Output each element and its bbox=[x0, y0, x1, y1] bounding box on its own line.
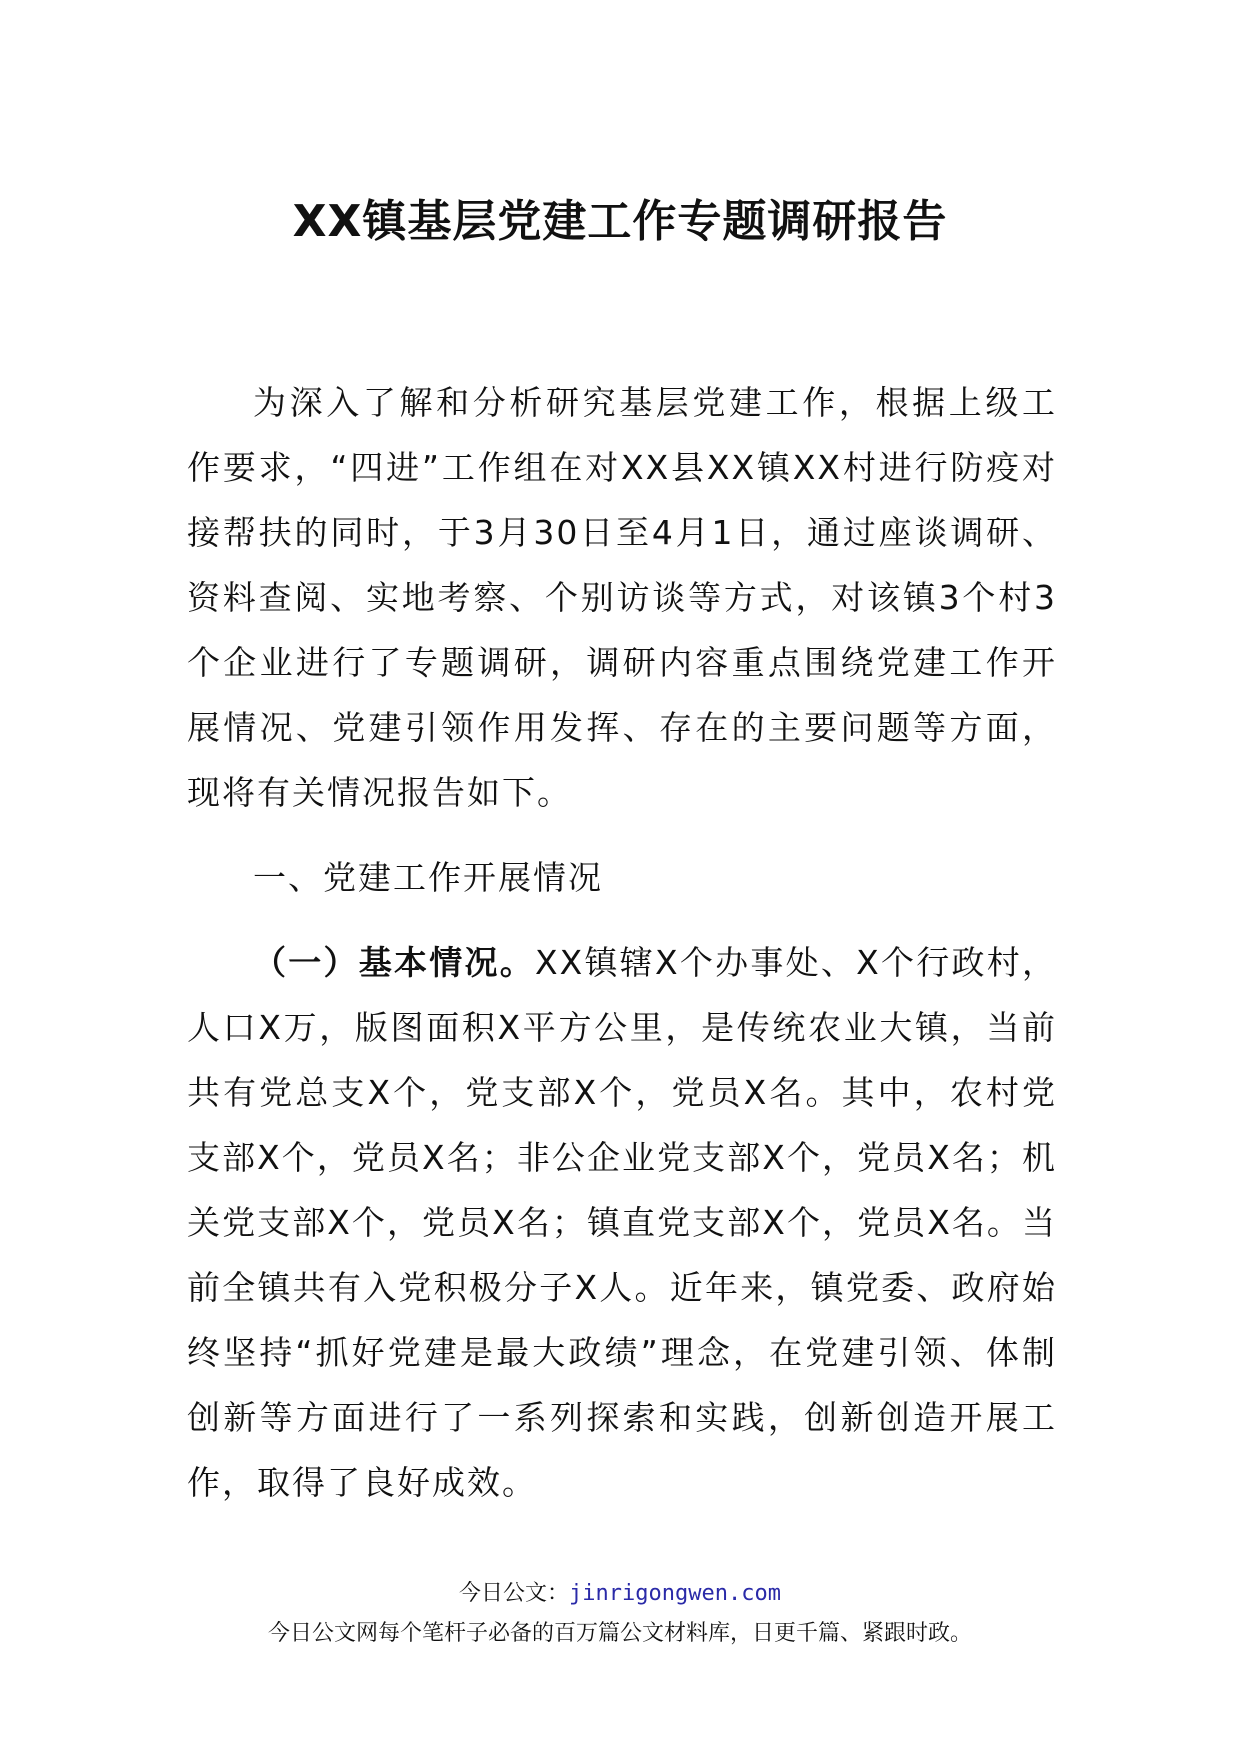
subsection-paragraph bbox=[187, 930, 1057, 1515]
footer-site-link[interactable]: jinrigongwen.com bbox=[569, 1581, 781, 1606]
document-body bbox=[187, 370, 1057, 1515]
section-heading: 一、党建工作开展情况 bbox=[253, 858, 603, 897]
subsection-lead: （一）基本情况。 bbox=[253, 943, 536, 982]
subsection-body: XX镇辖X个办事处、X个行政村，人口X万，版图面积X平方公里，是传统农业大镇，当前共有党总支X个，党支部X个，党员X名。其中，农村党支部X个，党员X名；非公企业党支部X个，党员X名；机关党支部X个，党员X名；镇直党支部X个，党员X名。当前全镇共有入党积极分子X人。近年来，镇党委、政府始终坚持“抓好党建是最大政绩”理念，在党建引领、体制创新等方面进行了一系列探索和实践，创新创造开展工作，取得了良好成效。 bbox=[187, 943, 1057, 1502]
footer-tagline: 今日公文网每个笔杆子必备的百万篇公文材料库，日更千篇、紧跟时政。 bbox=[267, 1621, 972, 1646]
page-footer bbox=[0, 1574, 1240, 1654]
footer-site-label: 今日公文： bbox=[459, 1581, 570, 1606]
intro-paragraph: 为深入了解和分析研究基层党建工作，根据上级工作要求，“四进”工作组在对XX县XX镇XX村进行防疫对接帮扶的同时，于3月30日至4月1日，通过座谈调研、资料查阅、实地考察、个别访谈等方式，对该镇3个村3个企业进行了专题调研，调研内容重点围绕党建工作开展情况、党建引领作用发挥、存在的主要问题等方面，现将有关情况报告如下。 bbox=[187, 383, 1057, 812]
page-title: XX镇基层党建工作专题调研报告 bbox=[292, 196, 948, 247]
footer-site-line bbox=[0, 1574, 1240, 1614]
